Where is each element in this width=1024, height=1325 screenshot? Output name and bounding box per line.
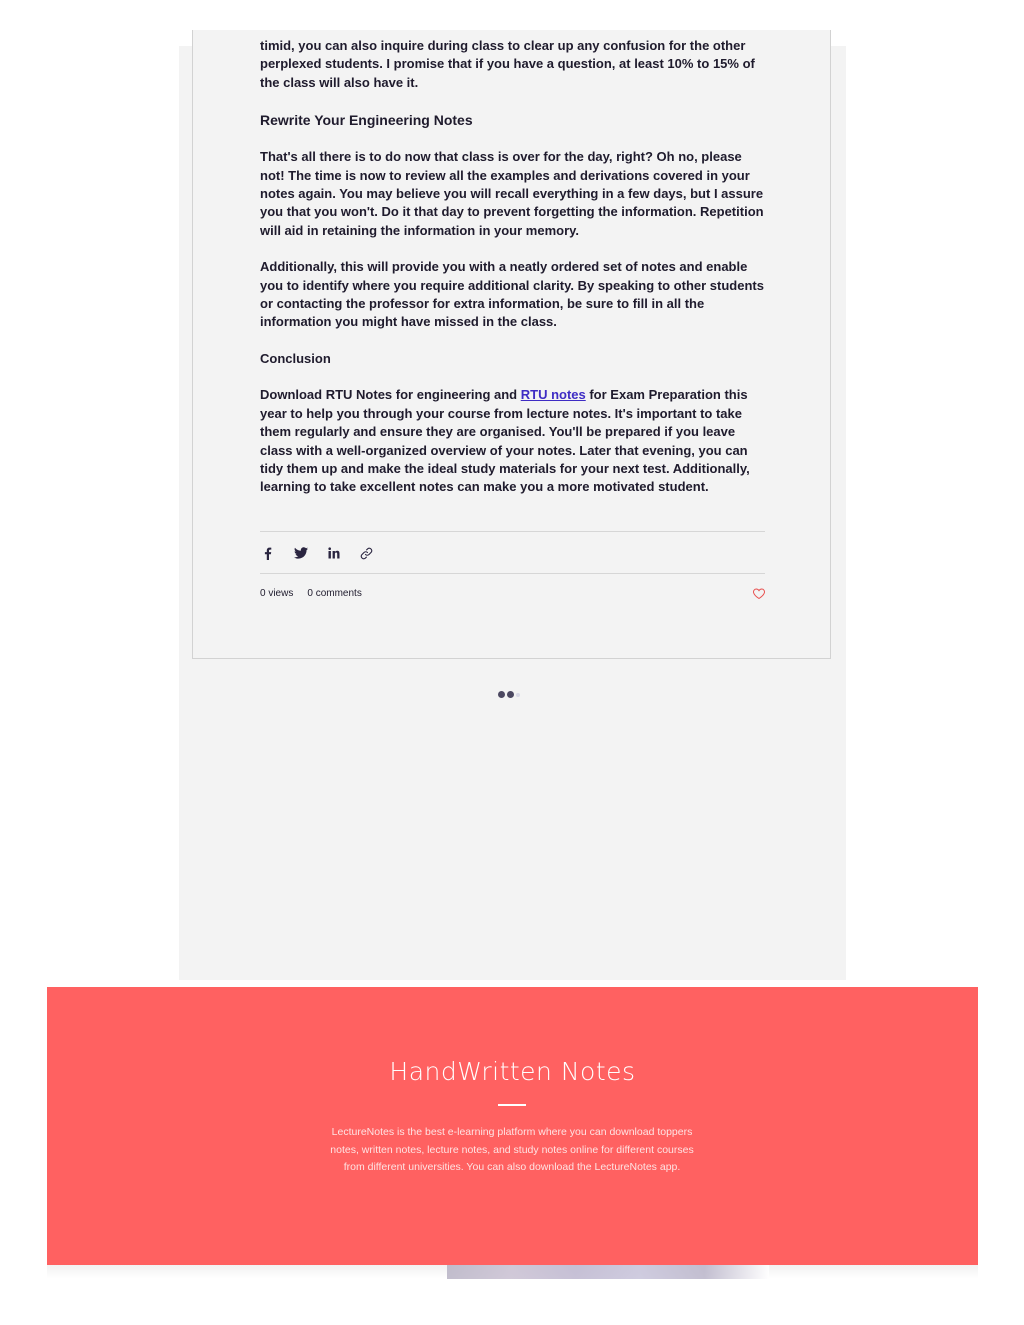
share-bar [260,543,374,563]
twitter-icon[interactable] [293,546,308,561]
blurred-content-strip [447,1265,769,1279]
views-count: 0 views [260,587,294,599]
intro-paragraph-tail: timid, you can also inquire during class to clear up any confusion for the other perplexed students. I promise that if you have a question, at least 10% to 15% of the class will also have it. [260,38,755,90]
rtu-notes-link[interactable]: RTU notes [520,387,586,403]
loader-dot [498,691,505,698]
comments-count[interactable]: 0 comments [307,587,362,599]
post-stats [260,585,765,601]
facebook-icon[interactable] [260,546,275,561]
conclusion-text-start: Download RTU Notes for engineering and [260,387,521,403]
footer-title: HandWritten Notes [389,1057,636,1086]
loader-dot [516,693,520,697]
conclusion-paragraph [260,386,765,496]
loading-indicator [498,691,520,698]
loader-dot [507,691,514,698]
conclusion-heading: Conclusion [260,350,331,366]
share-divider-top [260,531,765,532]
linkedin-icon[interactable] [326,546,341,561]
footer-description: LectureNotes is the best e-learning platform where you can download toppers notes, written notes, lecture notes, and study notes online for different courses from different universities. You can also download the LectureNotes app. [330,1126,694,1173]
footer [47,987,978,1265]
paragraph-additional-clarity: Additionally, this will provide you with a neatly ordered set of notes and enable you to identify where you require additional clarity. By speaking to other students or contacting the professor for extra information, be sure to fill in all the information you might have missed in the class. [260,259,764,330]
post-body [260,38,765,515]
footer-divider [498,1104,526,1106]
conclusion-text-end: for Exam Preparation this year to help you through your course from lecture notes. It's important to take them regularly and ensure they are organised. You'll be prepared if you leave class with a well-organized overview of your notes. Later that evening, you can tidy them up and make the ideal study materials for your next test. Additionally, learning to take excellent notes can make you a more motivated student. [260,387,750,495]
section-heading: Rewrite Your Engineering Notes [260,112,473,129]
paragraph-rewrite-notes: That's all there is to do now that class is over for the day, right? Oh no, please not! The time is now to review all the examples and derivations covered in your notes again. You may believe you will recall everything in a few days, but I assure you that you won't. Do it that day to prevent forgetting the information. Repetition will aid in retaining the information in your memory. [260,149,764,238]
share-divider-bottom [260,573,765,574]
link-icon[interactable] [359,546,374,561]
heart-icon[interactable] [752,587,765,600]
